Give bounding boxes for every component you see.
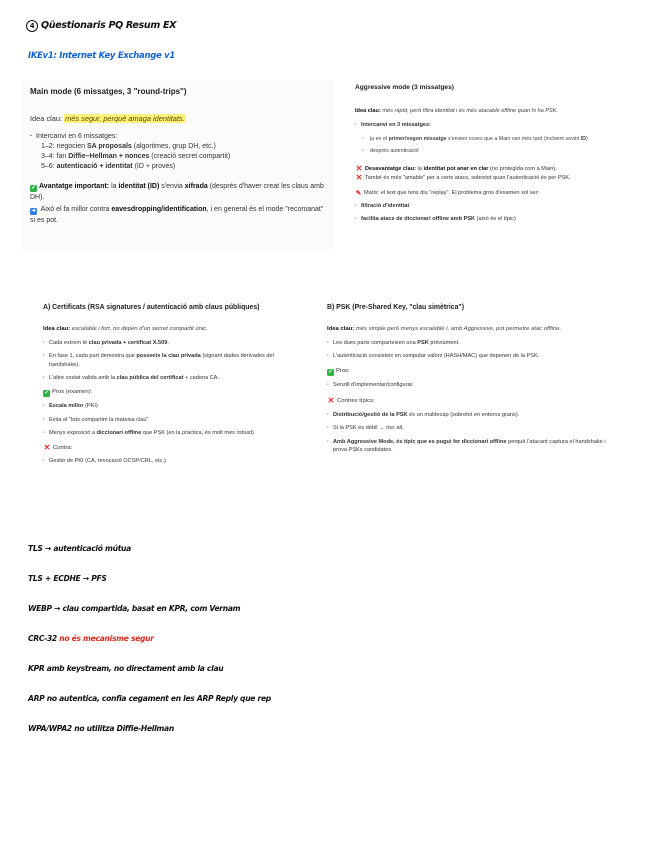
certificates-pro: · Evita el "tots compartim la mateixa clau": [43, 416, 299, 424]
psk-item: · Les dues parts comparteixen una PSK prèviament.: [327, 339, 607, 347]
aggressive-mode-card: [350, 78, 628, 268]
pin-icon: ✎: [355, 189, 362, 197]
certificates-idea: Idea clau: escalable i fort, no depèn d'un secret compartit únic.: [43, 326, 208, 332]
certificates-item: · Cada extrem té clau privada + certificat X.509.: [43, 339, 299, 347]
note-line: WEBP → clau compartida, basat en KPR, com Vernam: [28, 604, 241, 613]
check-icon: ✓: [31, 185, 36, 192]
idea-label: Idea clau:: [30, 114, 63, 123]
section-subtitle: IKEv1: Internet Key Exchange v1: [28, 51, 175, 61]
matis-note: ✎ Matís: el text que tens diu "replay". El problema gros d'examen sol ser:: [355, 189, 540, 197]
exchange-label: · Intercanvi en 6 missatges:: [30, 132, 326, 142]
check-icon: ✓: [44, 390, 49, 397]
main-mode-idea: [30, 114, 326, 124]
cross-icon: ✕: [43, 442, 51, 452]
also-note: ✕ També és més "amable" per a certs atacs, sobretot quan l'autenticació és per PSK.: [355, 173, 571, 183]
note-line: ARP no autentica, confia cegament en les ARP Reply que rep: [28, 694, 271, 703]
note-line: CRC-32 no és mecanisme segur: [28, 634, 154, 643]
certificates-item: · En fase 1, cada part demostra que posseeix la clau privada (signant dades derivades del handshake).: [43, 352, 299, 369]
psk-con: · Si la PSK és dèbil → risc alt.: [327, 424, 607, 432]
steps-list: [30, 142, 326, 172]
check-icon: ✓: [328, 368, 333, 375]
main-mode-title: Main mode (6 missatges, 3 "round-trips"): [30, 87, 187, 96]
aggressive-sub-item: ◦ després autenticació: [355, 147, 623, 155]
step-item: 1–2: negocien SA proposals (algoritmes, grup DH, etc.): [41, 143, 216, 151]
psk-item: · L'autenticació consisteix en computar valors (HASH/MAC) que depenen de la PSK.: [327, 352, 607, 360]
aggressive-exchange-label: · Intercanvi en 3 missatges:: [355, 121, 623, 129]
psk-con: · Amb Aggressive Mode, és típic que es pugui fer diccionari offline perquè l'atacant captura el handshake i prova PSKs candidates.: [327, 438, 607, 455]
arrow-right-icon: ➜: [31, 208, 36, 215]
psk-con: · Distribució/gestió de la PSK és un maldecap (sobretot en entorns grans).: [327, 411, 607, 419]
cross-icon: ✕: [355, 163, 363, 173]
section-number: 4: [26, 20, 38, 32]
note-line: TLS + ECDHE → PFS: [28, 574, 107, 583]
note-line: WPA/WPA2 no utilitza Diffie-Hellman: [28, 724, 174, 733]
psk-pros-label: ✓ Pros:: [328, 367, 350, 375]
note-line: TLS → autenticació mútua: [28, 544, 131, 553]
certificates-card: [38, 298, 304, 508]
psk-idea: Idea clau: més simple però menys escalable i, amb Aggressive, pot permetre atac offline.: [327, 326, 562, 332]
certificates-pros-label: ✓ Pros (examen):: [44, 389, 93, 397]
aggressive-idea: Idea clau: més ràpid, però filtra identitat i és més atacable offline quan hi ha PSK.: [355, 108, 559, 114]
aggressive-sub-item: ◦ ja en el primer/segon missatge s'envien coses que a Main van més tard (incloent sovint ID): [355, 135, 623, 143]
certificates-pro: · Menys exposició a diccionari offline que PSK (en la pràctica, és molt més robust): [43, 429, 299, 437]
certificates-item: · L'altre costat valida amb la clau pública del certificat + cadena CA.: [43, 374, 299, 382]
certificates-cons-label: ✕ Contra:: [43, 442, 73, 452]
psk-pro: · Senzill d'implementar/configurar.: [327, 381, 607, 389]
cross-icon: ✕: [355, 173, 363, 183]
important-note: ✓ Avantatge important: la identitat (ID) s'envia xifrada (després d'haver creat les claus amb DH).: [30, 183, 324, 201]
cross-icon: ✕: [327, 396, 335, 406]
psk-card: [322, 298, 612, 508]
aggressive-mode-title: Aggressive mode (3 missatges): [355, 84, 454, 91]
certificates-title: A) Certificats (RSA signatures / autenticació amb claus públiques): [43, 304, 260, 311]
aggressive-problem-item: · filtració d'identitat: [355, 202, 623, 210]
avoid-note: ➜ Això el fa millor contra eavesdropping/identification, i en general és el mode "recomanat" si es pot.: [30, 206, 324, 224]
certificates-pro: · Escala millor (PKI): [43, 402, 299, 410]
step-item: 3–4: fan Diffie–Hellman + nonces (creació secret compartit): [41, 153, 231, 161]
psk-title: B) PSK (Pre-Shared Key, "clau simètrica"): [327, 304, 464, 311]
step-item: 5–6: autenticació + identitat (ID + proves): [41, 163, 176, 171]
certificates-con: · Gestió de PKI (CA, revocació OCSP/CRL, etc.): [43, 457, 299, 465]
idea-highlight: més segur, perquè amaga identitats.: [65, 114, 185, 123]
note-line: KPR amb keystream, no directament amb la clau: [28, 664, 224, 673]
aggressive-problem-item: · facilita atacs de diccionari offline amb PSK (això és el típic): [355, 215, 623, 223]
disadvantage-note: ✕ Desavantatge clau: la identitat pot anar en clar (no protegida com a Main).: [355, 163, 557, 173]
page-title-text: Qüestionaris PQ Resum EX: [41, 20, 177, 31]
main-mode-card: [22, 80, 334, 250]
psk-cons-label: ✕ Contres típics:: [327, 396, 375, 406]
page-title: [26, 20, 176, 32]
